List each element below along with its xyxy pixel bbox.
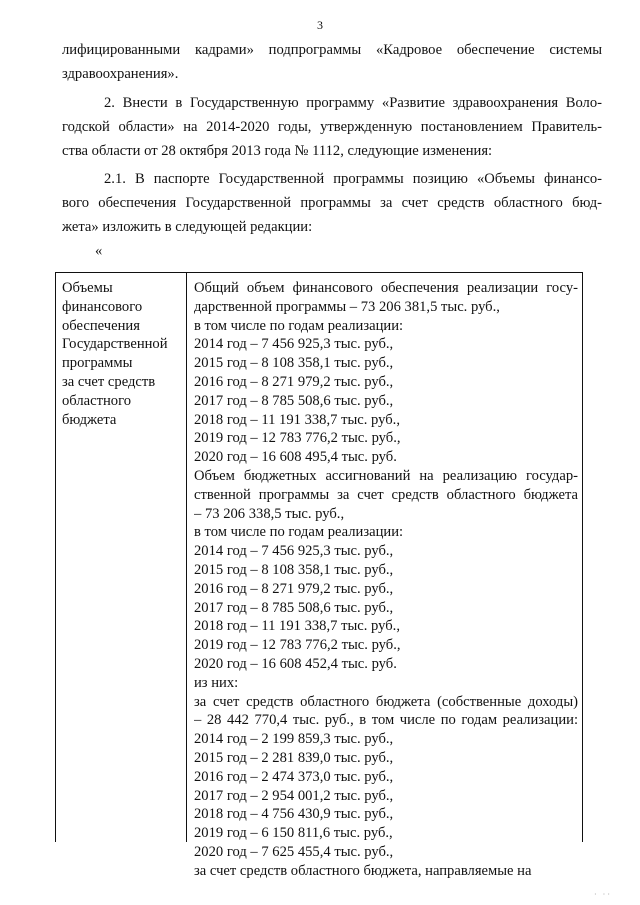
table-right-line: 2020 год – 16 608 495,4 тыс. руб. (194, 449, 397, 466)
opening-quote: « (95, 243, 103, 259)
funding-table (55, 272, 583, 879)
table-right-line: – 28 442 770,4 тыс. руб., в том числе по годам реализации: (194, 712, 578, 729)
table-right-line: 2020 год – 16 608 452,4 тыс. руб. (194, 655, 397, 672)
table-left-line: бюджета (62, 411, 117, 428)
table-column-divider (186, 273, 187, 842)
paragraph-line: вого обеспечения Государственной программы за счет средств областного бюд- (62, 195, 602, 211)
table-right-line: за счет средств областного бюджета (собственные доходы) (194, 693, 578, 710)
table-right-line: Объем бюджетных ассигнований на реализацию государ- (194, 467, 578, 484)
table-right-cell (194, 279, 578, 881)
paragraph-item-2-1 (62, 167, 602, 239)
table-right-line: 2019 год – 6 150 811,6 тыс. руб., (194, 825, 393, 842)
table-right-line: Общий объем финансового обеспечения реализации госу- (194, 280, 578, 296)
table-right-line: 2019 год – 12 783 776,2 тыс. руб., (194, 637, 401, 654)
table-right-line: 2017 год – 2 954 001,2 тыс. руб., (194, 787, 394, 804)
table-right-line: – 73 206 338,5 тыс. руб., (194, 505, 345, 522)
table-right-line: 2018 год – 4 756 430,9 тыс. руб., (194, 806, 394, 823)
table-right-line: 2017 год – 8 785 508,6 тыс. руб., (194, 392, 394, 409)
table-right-line: в том числе по годам реализации: (194, 524, 404, 541)
table-right-line: 2019 год – 12 783 776,2 тыс. руб., (194, 430, 401, 447)
table-right-line: 2015 год – 8 108 358,1 тыс. руб., (194, 355, 394, 372)
table-right-line: 2014 год – 7 456 925,3 тыс. руб., (194, 543, 394, 560)
scan-mark: · ·· (594, 890, 612, 899)
page-number: 3 (317, 18, 323, 32)
table-right-line: 2020 год – 7 625 455,4 тыс. руб., (194, 843, 394, 860)
table-left-line: за счет средств (62, 373, 156, 390)
table-left-line: Объемы (62, 280, 113, 296)
table-right-line: 2016 год – 8 271 979,2 тыс. руб., (194, 373, 394, 390)
table-right-line: 2018 год – 11 191 338,7 тыс. руб., (194, 618, 400, 635)
paragraph-line: 2.1. В паспорте Государственной программы позицию «Объемы финансо- (104, 171, 602, 187)
paragraph-line: здравоохранения». (62, 66, 179, 82)
table-right-line: 2015 год – 8 108 358,1 тыс. руб., (194, 561, 394, 578)
table-right-line: за счет средств областного бюджета, направляемые на (194, 862, 532, 879)
table-left-line: обеспечения (62, 317, 140, 334)
table-right-line: дарственной программы – 73 206 381,5 тыс. руб., (194, 298, 500, 315)
table-right-line: в том числе по годам реализации: (194, 317, 404, 334)
table-right-line: 2018 год – 11 191 338,7 тыс. руб., (194, 411, 400, 428)
table-right-line: 2016 год – 8 271 979,2 тыс. руб., (194, 580, 394, 597)
paragraph-line: ства области от 28 октября 2013 года № 1112, следующие изменения: (62, 143, 493, 159)
table-right-line: ственной программы за счет средств областного бюджета (194, 486, 578, 503)
table-right-line: 2015 год – 2 281 839,0 тыс. руб., (194, 749, 394, 766)
table-right-line: 2014 год – 2 199 859,3 тыс. руб., (194, 731, 394, 748)
table-right-line: 2014 год – 7 456 925,3 тыс. руб., (194, 336, 394, 353)
paragraph-line: лифицированными кадрами» подпрограммы «Кадровое обеспечение системы (62, 42, 602, 58)
table-left-line: программы (62, 355, 133, 372)
paragraph-line: годской области» на 2014-2020 годы, утвержденную постановлением Правитель- (62, 119, 602, 135)
table-left-line: областного (62, 392, 131, 409)
paragraph-top (62, 38, 602, 86)
table-right-line: 2017 год – 8 785 508,6 тыс. руб., (194, 599, 394, 616)
table-left-line: Государственной (62, 336, 168, 353)
table-right-line: 2016 год – 2 474 373,0 тыс. руб., (194, 768, 394, 785)
paragraph-line: 2. Внести в Государственную программу «Развитие здравоохранения Воло- (104, 95, 602, 111)
paragraph-line: жета» изложить в следующей редакции: (62, 219, 313, 235)
table-right-line: из них: (194, 674, 239, 691)
table-left-cell (62, 279, 184, 429)
table-left-line: финансового (62, 298, 143, 315)
paragraph-item-2 (62, 91, 602, 163)
